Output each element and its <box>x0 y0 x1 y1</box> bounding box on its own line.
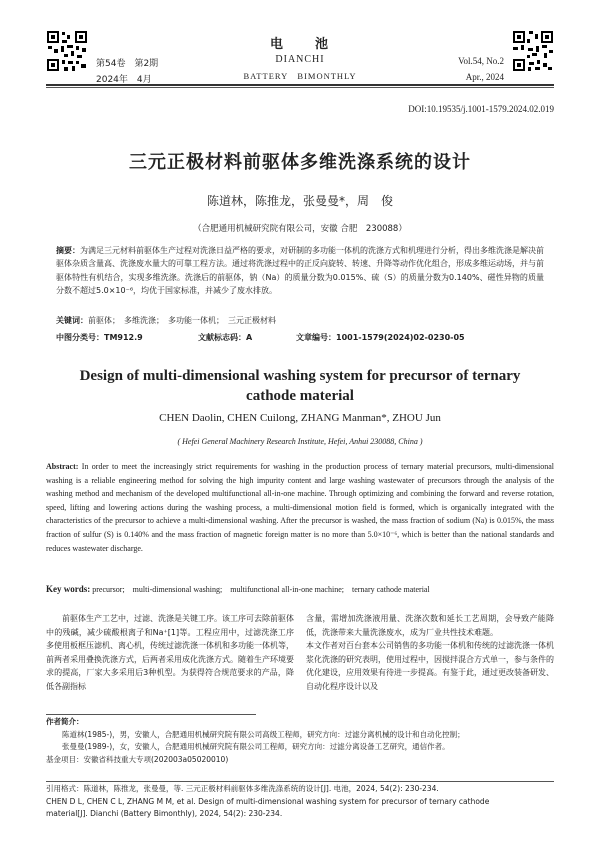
affiliation-en: ( Hefei General Machinery Research Institute, Hefei, Anhui 230088, China ) <box>177 437 423 446</box>
header-rule-thin <box>46 87 554 88</box>
author-note-label: 作者简介： <box>46 717 84 726</box>
citation-en-1: CHEN D L, CHEN C L, ZHANG M M, et al. Design of multi-dimensional washing system for precursor of ternary cathode <box>46 796 490 806</box>
body-column-right: 含量，需增加洗涤液用量、洗涤次数和延长工艺周期，会导致产能降低，洗涤带来大量洗涤废水，成为厂业共性技术难题。 本文作者对百台套本公司销售的多功能一体机和传统的过滤洗涤一体机浆化洗涤的研究表明，使用过程中，因搅拌混合方式单一，参与条件的优化建设，应用效果有待进一步提高。有鉴于此，通过更改装备研发、自动化程序设计以及 <box>306 614 554 691</box>
abstract-cn-label: 摘要： <box>56 246 80 255</box>
header-volume-cn: 第54卷 第2期 <box>96 59 159 69</box>
article-id: 文章编号：1001-1579(2024)02-0230-05 <box>296 333 465 342</box>
qr-code-icon-right <box>512 30 554 72</box>
journal-title-cn: 电 池 <box>269 37 330 52</box>
authors-en: CHEN Daolin, CHEN Cuilong, ZHANG Manman*, ZHOU Jun <box>159 412 441 424</box>
citation <box>46 783 554 821</box>
abstract-en-text: In order to meet the increasingly strict requirements for washing in the production process of ternary material precursors, multi-dimensional washing is a reliable engineering method for solving the high impurity content and large washing wastewater of precursors through the analysis of the washing method and mechanism of the developed multifunctional all-in-one machine. Through optimizing and combining the forward and reverse rotation, speed, lifting and lowering actions during the washing process, a multi-dimensional motion field is formed, which is organically integrated with the characteristics of the precursor to achieve a multi-dimensional washing. After the precursor is washed, the mass fraction of sodium (Na) is 0.015%, the mass fraction of sulfur (S) is 0.140% and the mass fraction of magnetic foreign matter is no more than 5.0×10⁻⁶, which is better than the national standards and reduces wastewater discharge. <box>46 462 554 553</box>
author-note-1: 陈道林(1985-)，男，安徽人，合肥通用机械研究院有限公司高级工程师，研究方向：过滤分离机械的设计和自动化控制； <box>62 729 465 739</box>
author-note-2: 张曼曼(1989-)，女，安徽人，合肥通用机械研究院有限公司工程师，研究方向：过滤分离设备工艺研究，通信作者。 <box>62 742 450 752</box>
abstract-en <box>46 460 554 555</box>
citation-rule <box>46 781 554 782</box>
citation-cn: 引用格式：陈道林，陈推龙，张曼曼，等. 三元正极材料前驱体多维洗涤系统的设计[J]. 电池，2024, 54(2): 230-234. <box>46 784 439 793</box>
paper-title-en: Design of multi-dimensional washing system for precursor of ternary cathode material <box>79 368 521 404</box>
journal-subtitle-en: BATTERY BIMONTHLY <box>243 71 357 81</box>
header-volume-en: Vol.54, No.2 <box>458 56 504 66</box>
keywords-cn <box>56 314 544 327</box>
footnote-rule <box>46 714 256 715</box>
clc-number: 中图分类号：TM912.9 <box>56 333 143 342</box>
paper-title-cn: 三元正极材料前驱体多维洗涤系统的设计 <box>129 152 471 173</box>
abstract-cn-text: 为满足三元材料前驱体生产过程对洗涤日益严格的要求，对研制的多功能一体机的洗涤方式和机理进行分析，得出多维洗涤是解决前驱体杂质含量高、洗涤废水量大的可靠工程方法。通过将洗涤过程中的正反向旋转、转速、升降等动作优化组合，形成多维运动场，并与前驱体特性有机结合，实现多维洗涤。洗涤后的前驱体，钠（Na）的质量分数为0.015%、硫（S）的质量分数为0.140%、磁性异物的质量分数不超过5.0×10⁻⁶，均优于国家标准，并减少了废水排放。 <box>56 246 544 296</box>
body-column-left: 前驱体生产工艺中，过滤、洗涤是关键工序。该工序可去除前驱体中的残碱，减少硫酸根离子和Na⁺[1]等。工程应用中，过滤洗涤工序多使用板框压滤机、离心机，传统过滤洗涤一体机和多功能一体机等，前两者采用叠换洗涤方式，后两者采用成化洗涤方式。随着生产环境要求的提高，厂家大多采用后3种机型。为获得符合规范要求的产品，降低各副指标 <box>46 614 294 691</box>
fund-note: 基金项目：安徽省科技重大专项(202003a05020010) <box>46 754 229 764</box>
document-code: 文献标志码：A <box>198 333 253 342</box>
header-date-en: Apr., 2024 <box>465 72 504 82</box>
abstract-en-label: Abstract: <box>46 462 79 471</box>
footnotes <box>46 716 554 766</box>
affiliation-cn: （合肥通用机械研究院有限公司，安徽 合肥 230088） <box>193 224 407 234</box>
header-rule <box>46 84 554 86</box>
keywords-en-text: precursor; multi-dimensional washing; multifunctional all-in-one machine; ternary cathode material <box>92 585 430 594</box>
header-date-cn: 2024年 4月 <box>96 75 152 85</box>
authors-cn: 陈道林，陈推龙，张曼曼*，周 俊 <box>206 194 393 208</box>
journal-title-en: DIANCHI <box>275 54 325 65</box>
keywords-en <box>46 584 554 595</box>
keywords-en-label: Key words: <box>46 584 91 594</box>
citation-en-2: material[J]. Dianchi (Battery Bimonthly), 2024, 54(2): 230-234. <box>46 809 283 819</box>
abstract-cn <box>56 244 544 298</box>
keywords-cn-text: 前驱体； 多维洗涤； 多功能一体机； 三元正极材料 <box>88 316 276 325</box>
doi: DOI:10.19535/j.1001-1579.2024.02.019 <box>408 104 554 114</box>
keywords-cn-label: 关键词： <box>56 316 88 325</box>
